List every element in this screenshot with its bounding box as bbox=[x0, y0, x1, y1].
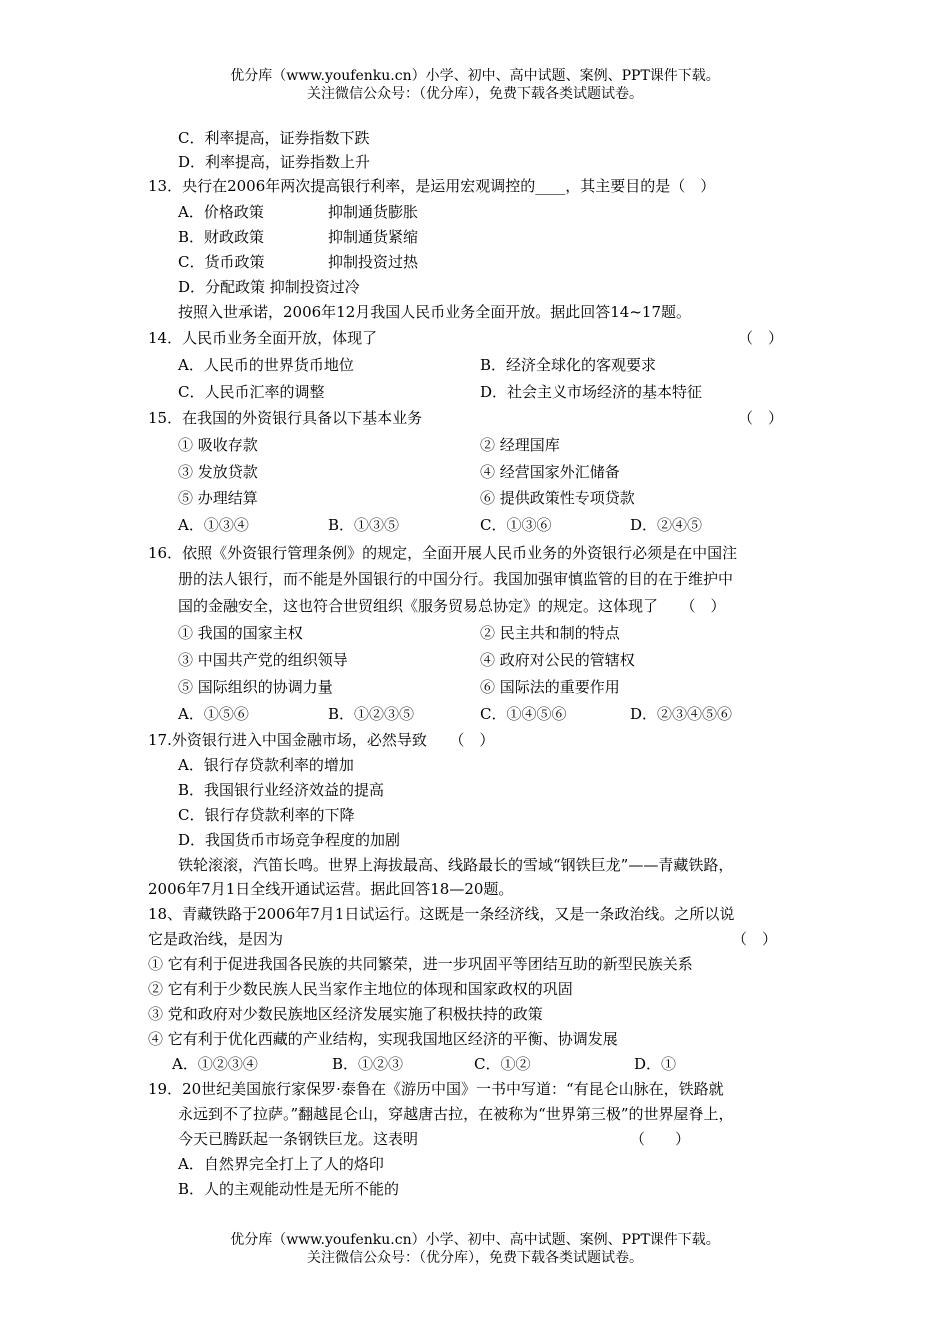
q17-option-d: D．我国货币市场竞争程度的加剧 bbox=[178, 831, 401, 849]
q13-option-a-goal: 抑制通货膨胀 bbox=[328, 203, 419, 221]
q18-answer-blank: （ ） bbox=[732, 930, 778, 948]
q16-option-d: D．②③④⑤⑥ bbox=[630, 705, 733, 723]
q18-item-4: ④ 它有利于优化西藏的产业结构，实现我国地区经济的平衡、协调发展 bbox=[148, 1030, 618, 1048]
q18-option-a: A．①②③④ bbox=[172, 1055, 258, 1073]
q12-option-c: C．利率提高，证券指数下跌 bbox=[178, 129, 370, 147]
q19-stem-line3: 今天已腾跃起一条钢铁巨龙。这表明 bbox=[178, 1130, 419, 1148]
q15-item-2: ② 经理国库 bbox=[480, 436, 560, 454]
intro-18-20-line1: 铁轮滚滚，汽笛长鸣。世界上海拔最高、线路最长的雪域“钢铁巨龙”——青藏铁路， bbox=[178, 856, 734, 874]
q16-stem-line3: 国的金融安全，这也符合世贸组织《服务贸易总协定》的规定。这体现了 （ ） bbox=[178, 597, 726, 615]
q15-option-b: B．①③⑤ bbox=[328, 516, 400, 534]
q13-option-c-goal: 抑制投资过热 bbox=[328, 253, 419, 271]
q15-answer-blank: （ ） bbox=[738, 409, 784, 427]
q13-option-b: B．财政政策 bbox=[178, 228, 265, 246]
q14-stem: 14．人民币业务全面开放，体现了 bbox=[148, 329, 378, 347]
page-footer-line2: 关注微信公众号：（优分库），免费下载各类试题试卷。 bbox=[307, 1250, 643, 1266]
q18-stem-line2: 它是政治线，是因为 bbox=[148, 930, 284, 948]
q14-option-a: A．人民币的世界货币地位 bbox=[178, 356, 354, 374]
q16-item-3: ③ 中国共产党的组织领导 bbox=[178, 651, 348, 669]
q17-option-a: A．银行存贷款利率的增加 bbox=[178, 756, 354, 774]
q16-option-b: B．①②③⑤ bbox=[328, 705, 415, 723]
q16-item-2: ② 民主共和制的特点 bbox=[480, 624, 620, 642]
q16-stem-line1: 16．依照《外资银行管理条例》的规定，全面开展人民币业务的外资银行必须是在中国注 bbox=[148, 544, 738, 562]
q15-item-1: ① 吸收存款 bbox=[178, 436, 258, 454]
q16-item-4: ④ 政府对公民的管辖权 bbox=[480, 651, 635, 669]
q13-option-d: D．分配政策 抑制投资过冷 bbox=[178, 278, 360, 296]
q15-item-3: ③ 发放贷款 bbox=[178, 463, 258, 481]
page-header-line2: 关注微信公众号：（优分库），免费下载各类试题试卷。 bbox=[307, 86, 643, 102]
q18-item-2: ② 它有利于少数民族人民当家作主地位的体现和国家政权的巩固 bbox=[148, 980, 573, 998]
q14-option-d: D．社会主义市场经济的基本特征 bbox=[480, 383, 703, 401]
q15-option-a: A．①③④ bbox=[178, 516, 249, 534]
q19-option-a: A．自然界完全打上了人的烙印 bbox=[178, 1155, 384, 1173]
intro-18-20-line2: 2006年7月1日全线开通试运营。据此回答18—20题。 bbox=[148, 880, 514, 898]
q15-option-c: C．①③⑥ bbox=[480, 516, 552, 534]
q16-option-a: A．①⑤⑥ bbox=[178, 705, 249, 723]
q16-item-6: ⑥ 国际法的重要作用 bbox=[480, 678, 620, 696]
q13-option-a: A．价格政策 bbox=[178, 203, 264, 221]
q18-option-d: D．① bbox=[634, 1055, 677, 1073]
q13-stem: 13．央行在2006年两次提高银行利率，是运用宏观调控的____，其主要目的是（ ） bbox=[148, 177, 716, 195]
q15-item-6: ⑥ 提供政策性专项贷款 bbox=[480, 489, 635, 507]
page-header-line1: 优分库（www.youfenku.cn）小学、初中、高中试题、案例、PPT课件下载。 bbox=[230, 68, 720, 84]
q14-option-b: B．经济全球化的客观要求 bbox=[480, 356, 657, 374]
q12-option-d: D．利率提高，证券指数上升 bbox=[178, 153, 371, 171]
q13-option-c: C．货币政策 bbox=[178, 253, 265, 271]
q17-option-c: C．银行存贷款利率的下降 bbox=[178, 806, 355, 824]
q18-stem-line1: 18、青藏铁路于2006年7月1日试运行。这既是一条经济线，又是一条政治线。之所以说 bbox=[148, 905, 735, 923]
page-footer-line1: 优分库（www.youfenku.cn）小学、初中、高中试题、案例、PPT课件下载。 bbox=[230, 1232, 720, 1248]
q14-answer-blank: （ ） bbox=[738, 329, 784, 347]
q18-item-3: ③ 党和政府对少数民族地区经济发展实施了积极扶持的政策 bbox=[148, 1005, 543, 1023]
q13-option-b-goal: 抑制通货紧缩 bbox=[328, 228, 419, 246]
q15-item-4: ④ 经营国家外汇储备 bbox=[480, 463, 620, 481]
q19-option-b: B．人的主观能动性是无所不能的 bbox=[178, 1180, 400, 1198]
q19-stem-line1: 19．20世纪美国旅行家保罗·泰鲁在《游历中国》一书中写道：“有昆仑山脉在，铁路就 bbox=[148, 1080, 724, 1098]
q16-item-1: ① 我国的国家主权 bbox=[178, 624, 303, 642]
q18-option-c: C．①② bbox=[474, 1055, 531, 1073]
q15-item-5: ⑤ 办理结算 bbox=[178, 489, 258, 507]
q19-answer-blank: （ ） bbox=[630, 1130, 691, 1148]
q16-option-c: C．①④⑤⑥ bbox=[480, 705, 567, 723]
q15-stem: 15．在我国的外资银行具备以下基本业务 bbox=[148, 409, 423, 427]
q17-stem: 17.外资银行进入中国金融市场，必然导致 （ ） bbox=[148, 731, 495, 749]
intro-14-17: 按照入世承诺，2006年12月我国人民币业务全面开放。据此回答14~17题。 bbox=[178, 303, 692, 321]
q18-option-b: B．①②③ bbox=[332, 1055, 404, 1073]
q16-stem-line2: 册的法人银行，而不能是外国银行的中国分行。我国加强审慎监管的目的在于维护中 bbox=[178, 570, 734, 588]
q14-option-c: C．人民币汇率的调整 bbox=[178, 383, 325, 401]
q15-option-d: D．②④⑤ bbox=[630, 516, 703, 534]
q18-item-1: ① 它有利于促进我国各民族的共同繁荣，进一步巩固平等团结互助的新型民族关系 bbox=[148, 955, 693, 973]
q17-option-b: B．我国银行业经济效益的提高 bbox=[178, 781, 385, 799]
q19-stem-line2: 永远到不了拉萨。”翻越昆仑山，穿越唐古拉，在被称为“世界第三极”的世界屋脊上， bbox=[178, 1105, 734, 1123]
q16-item-5: ⑤ 国际组织的协调力量 bbox=[178, 678, 333, 696]
